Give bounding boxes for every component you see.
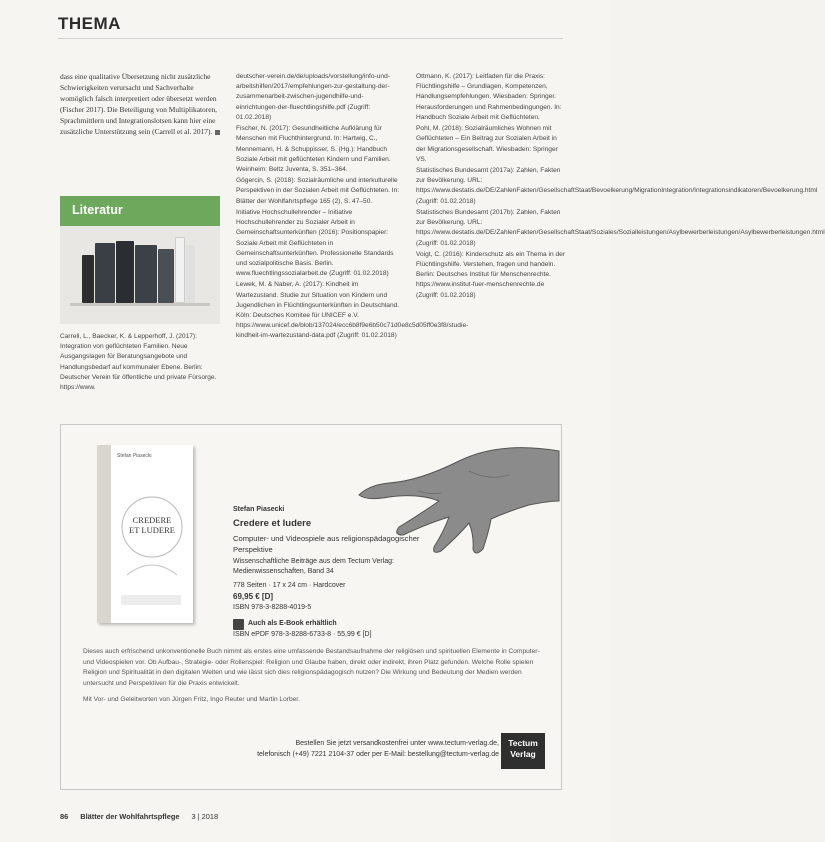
book-icon [158, 249, 174, 303]
header-rule [58, 38, 563, 39]
book-icon [175, 237, 185, 303]
reference-item: Pohl, M. (2018): Sozialräumliches Wohnen mit Geflüchteten – Ein Beitrag zur Sozialen Arbeit in der Migrationsgesellschaft. Wiesbaden: Springer VS. [416, 125, 558, 163]
references-column-3 [416, 72, 825, 302]
references-column-2 [236, 72, 469, 343]
literatur-first-reference: Carrell, L., Baecker, K. & Lepperhoff, J. (2017): Integration von geflüchteten Familien. Neue Ausgangslagen für Beratungsangebote und Handlungsbedarf auf kommunaler Ebene. Berlin: Deutscher Verein für öffentliche und private Fürsorge. https://www. [60, 333, 217, 392]
ad-series: Wissenschaftliche Beiträge aus dem Tectum Verlag: Medienwissenschaften, Band 34 [233, 557, 394, 576]
page-footer [60, 812, 218, 821]
reference-item: Initiative Hochschullehrender – Initiative Hochschullehrender zu Sozialer Arbeit in Gemeinschaftsunterkünften (2016): Positionspapier: Soziale Arbeit mit Geflüchteten in Gemeinschaftsunterkünften. Professionelle Standards und sozialpolitische Basis. Berlin. www.fluechtlingssozialarbeit.de (Zugriff: 01.02.2018) [236, 208, 394, 278]
book-icon [95, 243, 115, 303]
book-icon [82, 255, 94, 303]
book-icon [116, 241, 134, 303]
ad-foreword: Mit Vor- und Geleitworten von Jürgen Fritz, Ingo Reuter und Martin Lorber. [83, 696, 300, 704]
issue-number: 3 | 2018 [191, 812, 219, 821]
reference-item: Statistisches Bundesamt (2017b): Zahlen, Fakten zur Bevölkerung. URL: https://www.destatis.de/DE/ZahlenFakten/GesellschaftStaat/Soziales/Sozialleistungen/Asylbewerberleistungen/Asylbewerberleistungen.html (Zugriff: 01.02.2018) [416, 208, 825, 247]
ebook-row [233, 619, 453, 630]
reference-item: Ottmann, K. (2017): Leitfaden für die Praxis: Flüchtlingshilfe – Grundlagen, Kompetenzen, Handlungsempfehlungen. Wiesbaden: Springer. Herausforderungen und Rahmenbedingungen. In: Handbuch Soziale Arbeit mit Geflüchteten. [416, 73, 562, 121]
ebook-isbn: ISBN ePDF 978-3-8288-6733-8 · 55,99 € [D] [233, 631, 372, 639]
end-mark-icon [215, 130, 220, 135]
journal-name: Blätter der Wohlfahrtspflege [80, 812, 180, 821]
cover-author: Stefan Piasecki [117, 453, 152, 459]
page-number: 86 [60, 812, 69, 821]
body-column-1 [60, 72, 222, 139]
book-icon [135, 245, 157, 303]
section-title: THEMA [58, 14, 121, 33]
book-advertisement [60, 424, 562, 790]
ad-subtitle: Computer- und Videospiele aus religionspädagogischer Perspektive [233, 533, 420, 554]
reference-item: Lewek, M. & Naber, A. (2017): Kindheit im Wartezustand. Studie zur Situation von Kindern und Jugendlichen in Flüchtlingsunterkünften in Deutschland. Köln: Deutsches Komitee für UNICEF e.V. https://www.unicef.de/blob/137024/ecc6b8f9e6b50c71d0e8c5d05ff0e3f8/studie-kindheit-im-wartezustand-data.pdf (Zugriff: 01.02.2018) [236, 281, 469, 340]
literatur-image [60, 196, 220, 324]
ad-price: 69,95 € [D] [233, 592, 274, 602]
ad-title: Credere et ludere [233, 518, 312, 530]
ebook-icon [233, 619, 244, 630]
body-paragraph: dass eine qualitative Übersetzung nicht zusätzliche Schwierigkeiten verursacht und Sachverhalte womöglich falsch interpretiert oder übersetzt werden (Fischer 2017). Die Beteiligung von Multiplikatoren, Sprachmittlern und Integrationslotsen kann hier eine zusätzliche Unterstützung sein (Carrell et al. 2017). [60, 72, 222, 138]
reference-item: Fischer, N. (2017): Gesundheitliche Aufklärung für Menschen mit Fluchthintergrund. In: Hartwig, C., Mennemann, H. & Schuppisser, S. (Hg.): Handbuch Soziale Arbeit mit geflüchteten Kindern und Familien. Weinheim: Beltz Juventa, S. 351–364. [236, 125, 391, 173]
ad-description: Dieses auch erfrischend unkonventionelle Buch nimmt als erstes eine umfassende Bestandsaufnahme der religiösen und spirituellen Elemente in Computer- und Videospielen vor. Ob Aufbau-, Strategie- oder Rollenspiel: Religion und Glaube haben, direkt oder indirekt, ihren Platz gefunden. Welche Rolle spielen Religion und Spiritualität in den digitalen Welten und wie lässt sich dies religionspädagogisch nutzen? Die Wirkung und Bedeutung der Medien werden untersucht und Perspektiven für die Praxis entwickelt. Mit Vor- und Geleitworten von Jürgen Fritz, Ingo Reuter und Martin Lorber. [83, 647, 545, 712]
shelf [70, 303, 210, 306]
literatur-heading-bar [60, 196, 220, 226]
order-info: Bestellen Sie jetzt versandkostenfrei unter www.tectum-verlag.de, telefonisch (+49) 7221 2104-37 oder per E-Mail: bestellung@tectum-verlag.de [257, 740, 499, 758]
cover-illustration-icon [97, 445, 193, 623]
book-cover [97, 445, 193, 623]
tectum-logo: Tectum Verlag [501, 733, 545, 769]
ad-author: Stefan Piasecki [233, 506, 285, 513]
ad-book-info [233, 505, 453, 640]
reference-item: Gögercin, S. (2018): Sozialräumliche und interkulturelle Perspektiven in der Sozialen Arbeit mit Geflüchteten. In: Blätter der Wohlfahrtspflege 165 (2), S. 47–50. [236, 177, 400, 205]
reference-item: Statistisches Bundesamt (2017a): Zahlen, Fakten zur Bevölkerung. URL: https://www.destatis.de/DE/ZahlenFakten/GesellschaftStaat/Bevoelkerung/MigrationIntegration/Integrationsindikatoren/Bevoelkerung.html (Zugriff: 01.02.2018) [416, 166, 818, 205]
ad-format: 778 Seiten · 17 x 24 cm · Hardcover [233, 582, 346, 590]
reference-item: deutscher-verein.de/de/uploads/vorstellung/info-und-arbeitshilfen/2017/empfehlungen-zur-gestaltung-der-zusammenarbeit-zwischen-jugendhilfe-und-einrichtungen-der-fluechtlingshilfe.pdf (Zugriff: 01.02.2018) [236, 73, 390, 121]
ebook-label: Auch als E-Book erhältlich [248, 620, 337, 628]
literatur-heading: Literatur [72, 203, 123, 217]
cover-title: CREDERE ET LUDERE [129, 515, 175, 536]
book-icon [186, 245, 195, 303]
reference-item: Voigt, C. (2016): Kinderschutz als ein Thema in der Flüchtlingshilfe. Verstehen, fragen und handeln. Berlin: Deutsches Institut für Menschenrechte. https://www.institut-fuer-menschenrechte.de (Zugriff: 01.02.2018) [416, 250, 566, 299]
ad-isbn: ISBN 978-3-8288-4019-5 [233, 603, 312, 611]
